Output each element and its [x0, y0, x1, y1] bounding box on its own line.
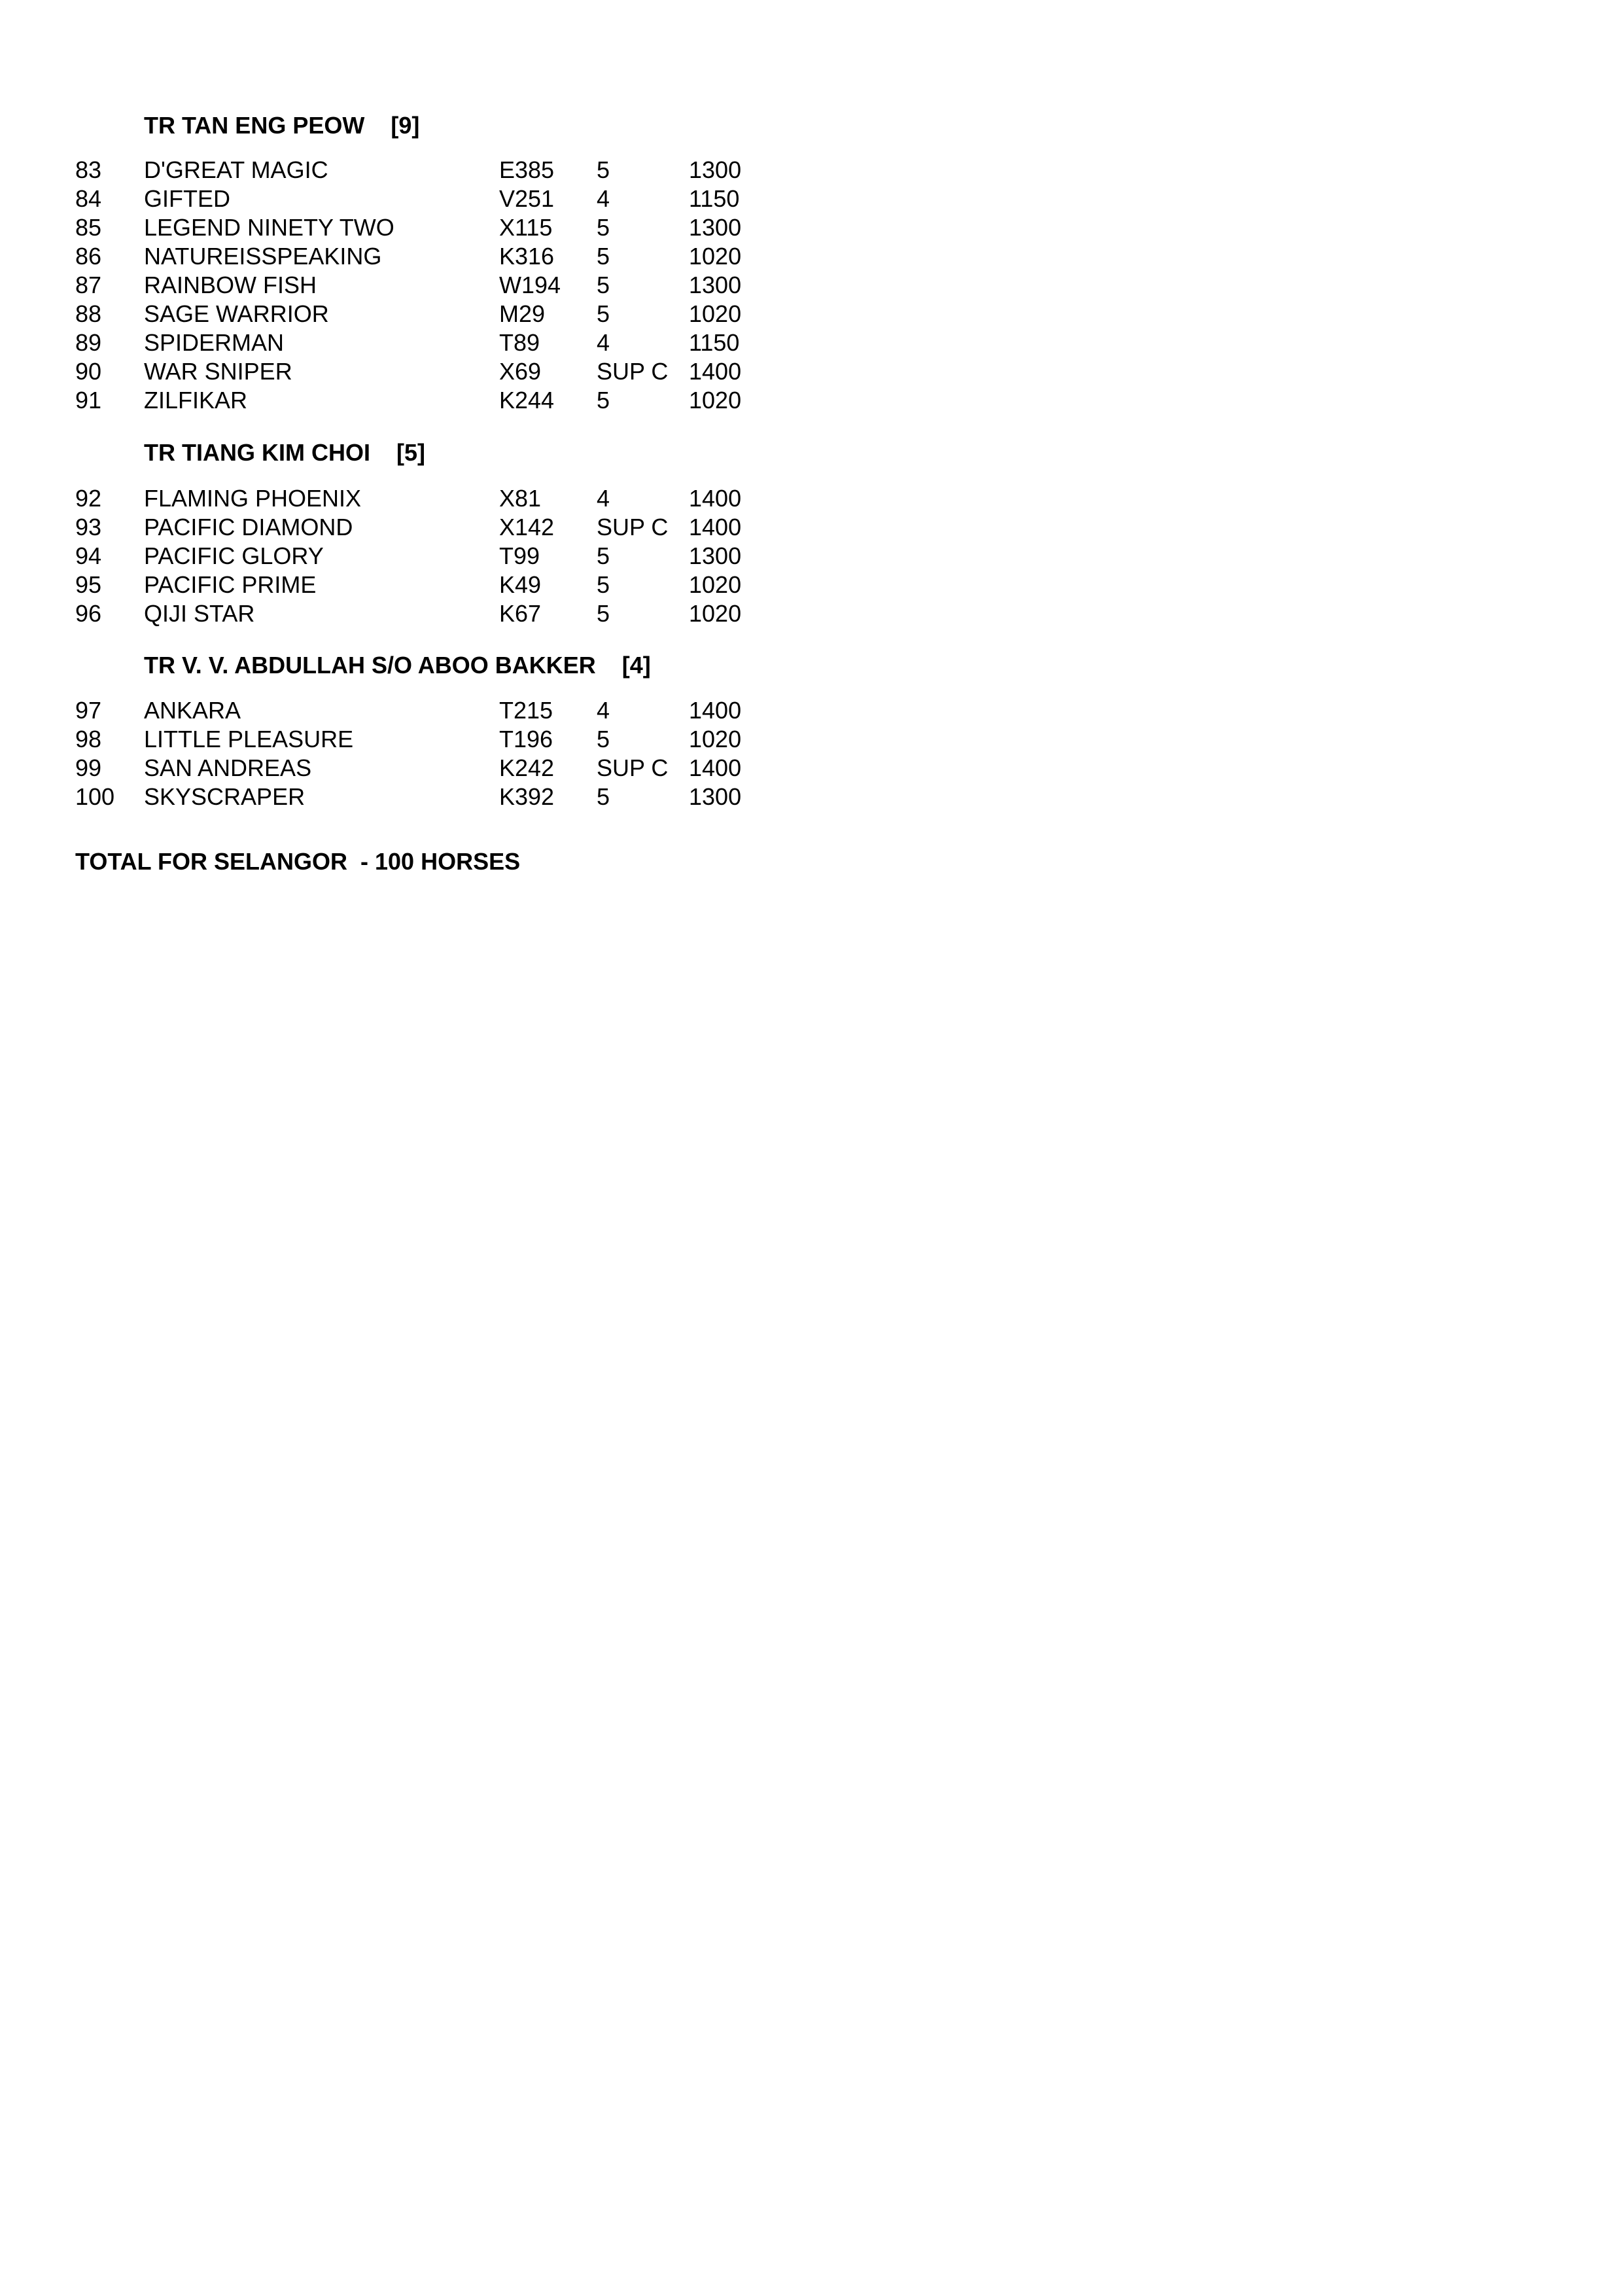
trainer-name: TR V. V. ABDULLAH S/O ABOO BAKKER: [144, 652, 596, 679]
horse-number: 88: [75, 300, 102, 327]
horse-rating: 1020: [689, 300, 742, 327]
horse-number: 97: [75, 697, 102, 724]
horse-class: SUP C: [597, 358, 669, 385]
horse-number: 96: [75, 600, 102, 627]
horse-rating: 1400: [689, 358, 742, 385]
horse-code: X115: [499, 214, 553, 241]
horse-class: 5: [597, 600, 610, 627]
horse-class: 5: [597, 243, 610, 270]
horse-name: D'GREAT MAGIC: [144, 156, 328, 183]
horse-class: SUP C: [597, 514, 669, 540]
horse-class: 4: [597, 485, 610, 512]
horse-number: 89: [75, 329, 102, 356]
horse-rating: 1400: [689, 514, 742, 540]
horse-code: T99: [499, 542, 540, 569]
trainer-name: TR TAN ENG PEOW: [144, 112, 365, 139]
horse-code: V251: [499, 185, 555, 212]
horse-number: 84: [75, 185, 102, 212]
trainer-heading: [144, 651, 651, 680]
horse-name: WAR SNIPER: [144, 358, 292, 385]
horse-class: 4: [597, 329, 610, 356]
horse-code: X69: [499, 358, 542, 385]
horse-class: 5: [597, 783, 610, 810]
horse-name: FLAMING PHOENIX: [144, 485, 362, 512]
horse-name: PACIFIC GLORY: [144, 542, 324, 569]
trainer-heading: [144, 111, 419, 140]
total-summary: TOTAL FOR SELANGOR - 100 HORSES: [75, 848, 521, 875]
horse-code: T196: [499, 726, 553, 752]
horse-name: SPIDERMAN: [144, 329, 285, 356]
horse-code: T89: [499, 329, 540, 356]
horse-rating: 1150: [689, 185, 740, 212]
horse-rating: 1400: [689, 485, 742, 512]
horse-class: 5: [597, 542, 610, 569]
horse-code: M29: [499, 300, 546, 327]
horse-class: 4: [597, 697, 610, 724]
horse-name: SAGE WARRIOR: [144, 300, 329, 327]
horse-rating: 1400: [689, 697, 742, 724]
horse-code: E385: [499, 156, 555, 183]
horse-number: 86: [75, 243, 102, 270]
horse-rating: 1300: [689, 783, 742, 810]
horse-name: ANKARA: [144, 697, 241, 724]
horse-name: PACIFIC PRIME: [144, 571, 317, 598]
horse-class: SUP C: [597, 754, 669, 781]
horse-number: 85: [75, 214, 102, 241]
horse-number: 98: [75, 726, 102, 752]
horse-number: 87: [75, 272, 102, 298]
horse-rating: 1020: [689, 726, 742, 752]
horse-rating: 1300: [689, 156, 742, 183]
horse-number: 94: [75, 542, 102, 569]
horse-code: X142: [499, 514, 555, 540]
horse-number: 93: [75, 514, 102, 540]
horse-name: QIJI STAR: [144, 600, 255, 627]
horse-rating: 1300: [689, 542, 742, 569]
horse-class: 5: [597, 300, 610, 327]
horse-rating: 1020: [689, 600, 742, 627]
horse-class: 5: [597, 571, 610, 598]
trainer-horse-count: [5]: [396, 439, 425, 466]
horse-code: K49: [499, 571, 542, 598]
horse-code: K316: [499, 243, 555, 270]
horse-rating: 1400: [689, 754, 742, 781]
horse-number: 83: [75, 156, 102, 183]
horse-code: W194: [499, 272, 561, 298]
horse-class: 5: [597, 214, 610, 241]
horse-code: T215: [499, 697, 553, 724]
horse-class: 5: [597, 726, 610, 752]
horse-name: ZILFIKAR: [144, 387, 248, 414]
horse-name: RAINBOW FISH: [144, 272, 317, 298]
horse-rating: 1300: [689, 272, 742, 298]
horse-code: K242: [499, 754, 555, 781]
horse-code: K67: [499, 600, 542, 627]
horse-rating: 1150: [689, 329, 740, 356]
horse-rating: 1020: [689, 243, 742, 270]
horse-name: PACIFIC DIAMOND: [144, 514, 353, 540]
horse-number: 100: [75, 783, 115, 810]
horse-rating: 1020: [689, 571, 742, 598]
trainer-name: TR TIANG KIM CHOI: [144, 439, 370, 466]
horse-name: NATUREISSPEAKING: [144, 243, 382, 270]
horse-number: 95: [75, 571, 102, 598]
trainer-horse-count: [9]: [391, 112, 420, 139]
horse-code: K392: [499, 783, 555, 810]
horse-number: 92: [75, 485, 102, 512]
horse-number: 91: [75, 387, 102, 414]
trainer-heading: [144, 438, 425, 467]
horse-number: 99: [75, 754, 102, 781]
trainer-horse-count: [4]: [621, 652, 651, 679]
horse-rating: 1300: [689, 214, 742, 241]
horse-name: SAN ANDREAS: [144, 754, 312, 781]
horse-name: SKYSCRAPER: [144, 783, 305, 810]
horse-code: K244: [499, 387, 555, 414]
horse-class: 4: [597, 185, 610, 212]
horse-name: LEGEND NINETY TWO: [144, 214, 394, 241]
horse-code: X81: [499, 485, 542, 512]
horse-name: LITTLE PLEASURE: [144, 726, 354, 752]
horse-class: 5: [597, 387, 610, 414]
horse-class: 5: [597, 272, 610, 298]
horse-class: 5: [597, 156, 610, 183]
horse-name: GIFTED: [144, 185, 230, 212]
horse-rating: 1020: [689, 387, 742, 414]
horse-number: 90: [75, 358, 102, 385]
